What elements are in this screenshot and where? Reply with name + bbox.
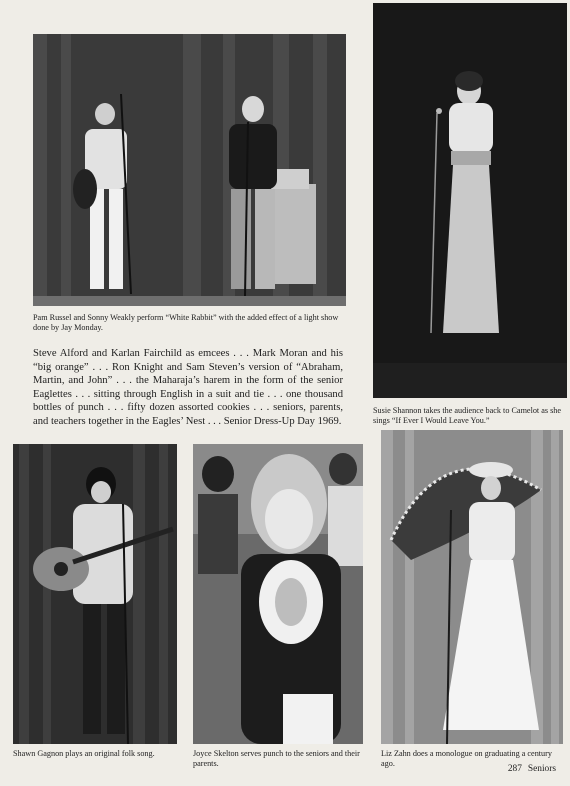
- photo-susie-shannon-singing: [373, 3, 567, 398]
- page-footer: [502, 764, 556, 774]
- page-number: 287: [507, 764, 522, 774]
- caption-joyce-skelton: Joyce Skelton serves punch to the seniors and their parents.: [193, 749, 360, 768]
- section-name: Seniors: [527, 764, 556, 774]
- photo-joyce-skelton-punch: [193, 444, 363, 744]
- photo-liz-zahn-monologue: [381, 430, 563, 744]
- event-summary-text: Steve Alford and Karlan Fairchild as emcees . . . Mark Moran and his “big orange” . . . Ron Knight and Sam Steven’s version of “Abraham, Martin, and John” . . . the Maharaja’s harem in the form of the senior Eaglettes . . . sitting through English in a suit and tie . . . one thousand bottles of punch . . . fifty dozen assorted cookies . . . seniors, parents, and teachers together in the Eagles’ Nest . . . Senior Dress-Up Day 1969.: [33, 348, 343, 427]
- caption-liz-zahn: Liz Zahn does a monologue on graduating a century ago.: [381, 749, 552, 768]
- caption-shawn-gagnon: Shawn Gagnon plays an original folk song.: [13, 749, 155, 758]
- photo-shawn-gagnon-guitar: [13, 444, 177, 744]
- caption-susie-shannon: Susie Shannon takes the audience back to Camelot as she sings “If Ever I Would Leave You.”: [373, 406, 562, 425]
- photo-white-rabbit-performers: [33, 34, 346, 306]
- caption-white-rabbit: Pam Russel and Sonny Weakly perform “White Rabbit” with the added effect of a light show done by Jay Monday.: [33, 313, 339, 332]
